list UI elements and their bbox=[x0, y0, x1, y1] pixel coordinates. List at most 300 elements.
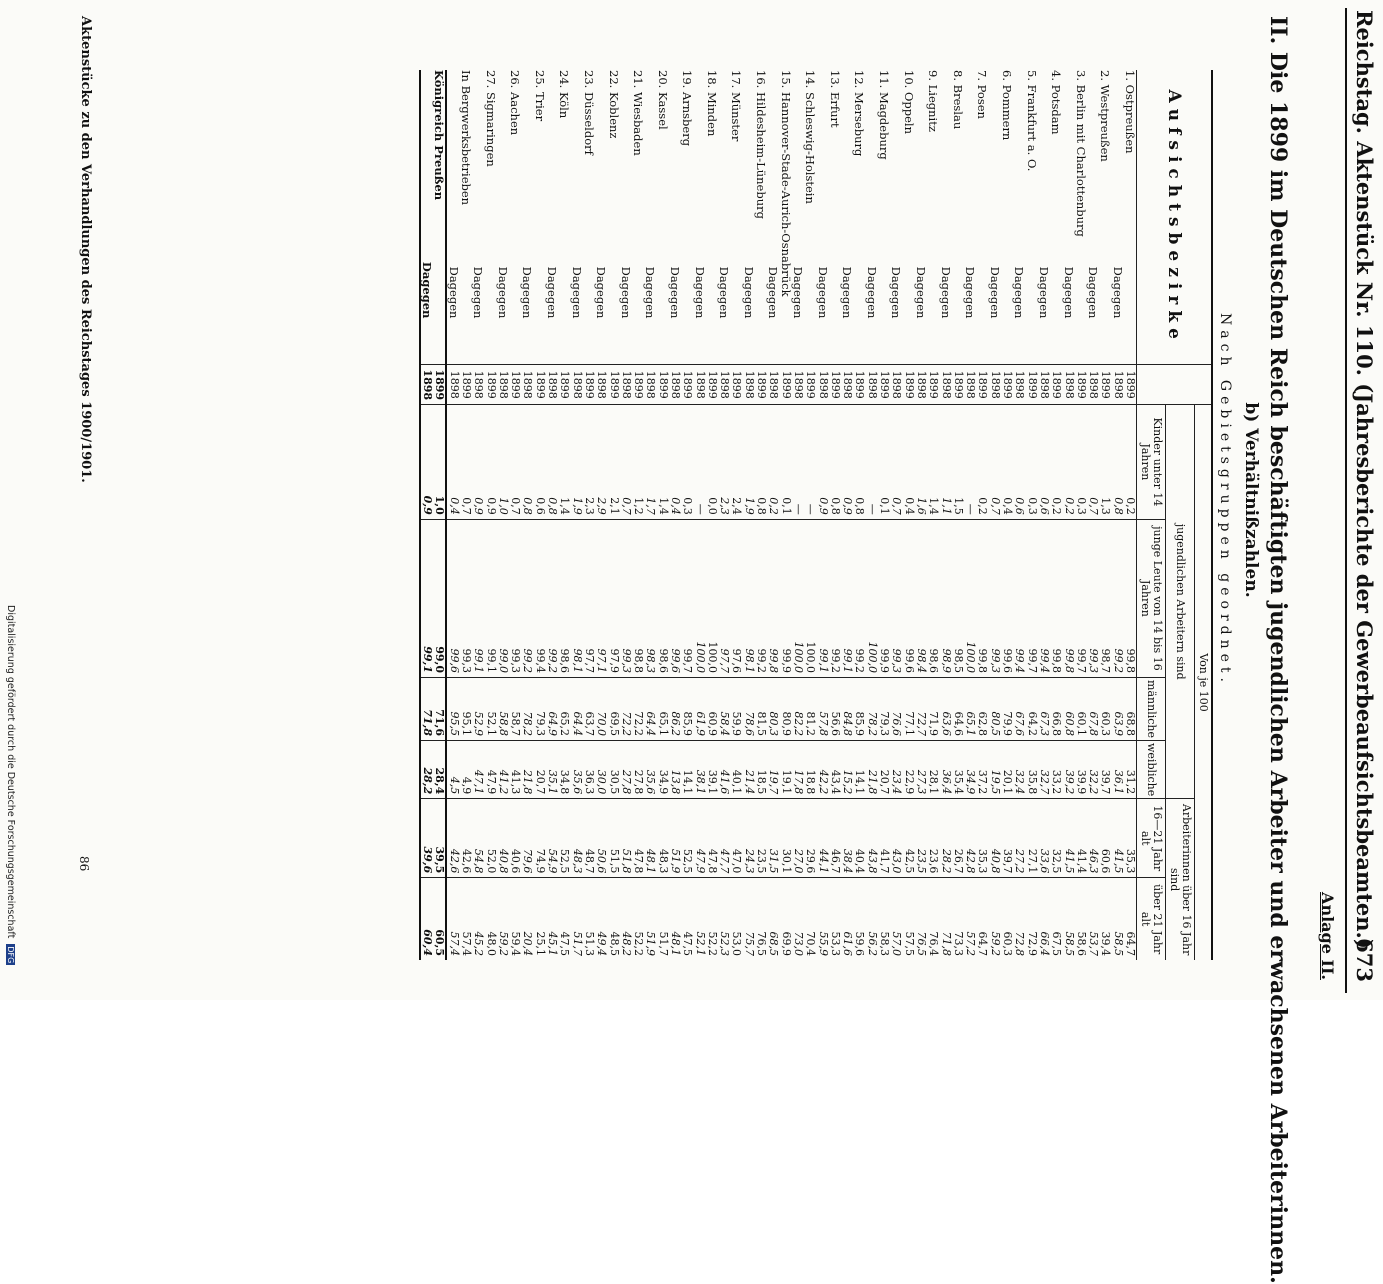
year-cell: 1898 bbox=[693, 365, 705, 405]
value-cell-g: 58,6 bbox=[1075, 878, 1087, 960]
dagegen-label: Dagegen bbox=[1061, 266, 1076, 319]
value-cell-g: 57,4 bbox=[460, 878, 472, 960]
leader-dots bbox=[841, 326, 853, 365]
year-cell: 1898 bbox=[472, 365, 484, 405]
district-name: Königreich Preußen bbox=[433, 70, 446, 326]
value-cell-e: 36,1 bbox=[1111, 741, 1123, 799]
value-cell-b: 99,2 bbox=[755, 519, 767, 677]
value-cell-f: 29,6 bbox=[804, 799, 816, 878]
col-header-ueber21: über 21 Jahr alt bbox=[1137, 878, 1166, 960]
value-cell-a: 1,0 bbox=[497, 405, 509, 520]
value-cell-c: 79,3 bbox=[533, 678, 545, 741]
value-cell-f: 39,7 bbox=[1001, 799, 1013, 878]
leader-dots bbox=[1099, 326, 1111, 365]
leader-dots bbox=[1062, 326, 1074, 365]
value-cell-b: 100,0 bbox=[804, 519, 816, 677]
value-cell-g: 56,2 bbox=[865, 878, 877, 960]
value-cell-c: 79,3 bbox=[878, 678, 890, 741]
value-cell-b: 99,7 bbox=[1025, 519, 1037, 677]
value-cell-e: 27,3 bbox=[915, 741, 927, 799]
year-cell: 1898 bbox=[988, 365, 1000, 405]
leader-dots bbox=[484, 326, 496, 365]
value-cell-b: 98,8 bbox=[632, 519, 644, 677]
value-cell-a: 0,4 bbox=[446, 405, 459, 520]
dagegen-label: Dagegen bbox=[594, 266, 609, 319]
value-cell-a: 0,9 bbox=[484, 405, 496, 520]
value-cell-e: 39,9 bbox=[1075, 741, 1087, 799]
value-cell-g: 72,9 bbox=[1025, 878, 1037, 960]
value-cell-a: 1,6 bbox=[915, 405, 927, 520]
value-cell-e: 27,8 bbox=[620, 741, 632, 799]
total-row bbox=[420, 70, 433, 960]
leader-dots bbox=[730, 326, 742, 365]
value-cell-a: 2,1 bbox=[607, 405, 619, 520]
value-cell-b: 98,3 bbox=[644, 519, 656, 677]
value-cell-e: 20,7 bbox=[533, 741, 545, 799]
dagegen-label: Dagegen bbox=[569, 266, 584, 319]
value-cell-e: 32,7 bbox=[1038, 741, 1050, 799]
leader-dots bbox=[853, 326, 865, 365]
value-cell-g: 51,3 bbox=[583, 878, 595, 960]
value-cell-a: — bbox=[964, 405, 976, 520]
value-cell-b: 99,6 bbox=[902, 519, 914, 677]
table-row bbox=[1062, 70, 1074, 960]
value-cell-e: 37,2 bbox=[976, 741, 988, 799]
leader-dots bbox=[1111, 326, 1123, 365]
value-cell-f: 41,5 bbox=[1062, 799, 1074, 878]
value-cell-a: 1,7 bbox=[644, 405, 656, 520]
leader-dots bbox=[644, 326, 656, 365]
value-cell-a: 1,4 bbox=[558, 405, 570, 520]
col-header-bezirke: Aufsichtsbezirke bbox=[1137, 70, 1213, 365]
year-cell: 1898 bbox=[644, 365, 656, 405]
value-cell-e: 14,1 bbox=[681, 741, 693, 799]
value-cell-f: 24,3 bbox=[743, 799, 755, 878]
value-cell-a: 1,4 bbox=[927, 405, 939, 520]
value-cell-b: 99,1 bbox=[484, 519, 496, 677]
value-cell-b: 99,2 bbox=[546, 519, 558, 677]
table-row bbox=[681, 70, 693, 960]
value-cell-g: 48,0 bbox=[484, 878, 496, 960]
value-cell-f: 28,2 bbox=[939, 799, 951, 878]
table-row bbox=[841, 70, 853, 960]
year-cell: 1899 bbox=[558, 365, 570, 405]
value-cell-f: 46,3 bbox=[1087, 799, 1099, 878]
leader-dots bbox=[718, 326, 730, 365]
value-cell-f: 40,6 bbox=[509, 799, 521, 878]
table-row bbox=[779, 70, 791, 960]
value-cell-b: 99,8 bbox=[767, 519, 779, 677]
value-cell-g: 73,3 bbox=[952, 878, 964, 960]
value-cell-f: 32,5 bbox=[1050, 799, 1062, 878]
value-cell-b: 100,0 bbox=[706, 519, 718, 677]
year-cell: 1898 bbox=[420, 365, 433, 405]
value-cell-e: 23,4 bbox=[890, 741, 902, 799]
value-cell-b: 99,4 bbox=[1013, 519, 1025, 677]
table-row bbox=[1038, 70, 1050, 960]
leader-dots bbox=[1075, 326, 1087, 365]
value-cell-e: 39,2 bbox=[1062, 741, 1074, 799]
value-cell-a: 1,9 bbox=[570, 405, 582, 520]
dagegen-label: Dagegen bbox=[938, 266, 953, 319]
value-cell-g: 51,9 bbox=[644, 878, 656, 960]
leader-dots bbox=[669, 326, 681, 365]
running-header: Reichstag. Aktenstück Nr. 110. (Jahresberichte der Gewerbeaufsichtsbeamten.) bbox=[1352, 10, 1377, 949]
value-cell-e: 20,7 bbox=[878, 741, 890, 799]
value-cell-g: 60,4 bbox=[420, 878, 433, 960]
year-cell: 1898 bbox=[1087, 365, 1099, 405]
value-cell-c: 63,6 bbox=[939, 678, 951, 741]
year-cell: 1899 bbox=[902, 365, 914, 405]
value-cell-c: 63,7 bbox=[583, 678, 595, 741]
leader-dots bbox=[865, 326, 877, 365]
value-cell-f: 42,5 bbox=[902, 799, 914, 878]
leader-dots bbox=[902, 326, 914, 365]
value-cell-b: 97,6 bbox=[730, 519, 742, 677]
value-cell-a: 1,1 bbox=[939, 405, 951, 520]
dagegen-label: Dagegen bbox=[668, 266, 683, 319]
value-cell-a: 0,7 bbox=[1087, 405, 1099, 520]
table-row bbox=[718, 70, 730, 960]
value-cell-a: 0,0 bbox=[706, 405, 718, 520]
value-cell-c: 57,8 bbox=[816, 678, 828, 741]
value-cell-c: 68,8 bbox=[1124, 678, 1137, 741]
table-row bbox=[927, 70, 939, 960]
leader-dots bbox=[433, 326, 446, 365]
value-cell-b: 99,3 bbox=[620, 519, 632, 677]
value-cell-g: 72,8 bbox=[1013, 878, 1025, 960]
year-cell: 1899 bbox=[755, 365, 767, 405]
leader-dots bbox=[583, 326, 595, 365]
value-cell-f: 38,4 bbox=[841, 799, 853, 878]
value-cell-f: 48,7 bbox=[583, 799, 595, 878]
value-cell-g: 53,3 bbox=[829, 878, 841, 960]
value-cell-c: 72,2 bbox=[632, 678, 644, 741]
leader-dots bbox=[988, 326, 1000, 365]
leader-dots bbox=[509, 326, 521, 365]
table-row bbox=[669, 70, 681, 960]
year-cell: 1898 bbox=[964, 365, 976, 405]
value-cell-b: 99,8 bbox=[976, 519, 988, 677]
year-cell: 1898 bbox=[546, 365, 558, 405]
value-cell-g: 47,5 bbox=[681, 878, 693, 960]
leader-dots bbox=[681, 326, 693, 365]
value-cell-a: 0,8 bbox=[829, 405, 841, 520]
value-cell-e: 33,2 bbox=[1050, 741, 1062, 799]
dagegen-label: Dagegen bbox=[692, 266, 707, 319]
year-cell: 1898 bbox=[620, 365, 632, 405]
table-row bbox=[767, 70, 779, 960]
value-cell-e: 18,8 bbox=[804, 741, 816, 799]
value-cell-g: 48,2 bbox=[620, 878, 632, 960]
table-row bbox=[743, 70, 755, 960]
value-cell-b: 99,7 bbox=[1075, 519, 1087, 677]
value-cell-f: 35,3 bbox=[976, 799, 988, 878]
value-cell-g: 68,5 bbox=[767, 878, 779, 960]
table-row bbox=[620, 70, 632, 960]
subtitle: b) Verhältnißzahlen. bbox=[1241, 402, 1261, 598]
value-cell-e: 13,8 bbox=[669, 741, 681, 799]
value-cell-c: 78,2 bbox=[521, 678, 533, 741]
leader-dots bbox=[533, 326, 545, 365]
value-cell-g: 75,7 bbox=[743, 878, 755, 960]
year-cell: 1898 bbox=[718, 365, 730, 405]
value-cell-a: 0,6 bbox=[1038, 405, 1050, 520]
dagegen-label: Dagegen bbox=[717, 266, 732, 319]
table-row bbox=[792, 70, 804, 960]
value-cell-c: 71,6 bbox=[433, 678, 446, 741]
value-cell-c: 58,8 bbox=[497, 678, 509, 741]
value-cell-g: 45,1 bbox=[546, 878, 558, 960]
value-cell-a: 0,6 bbox=[533, 405, 545, 520]
leader-dots bbox=[878, 326, 890, 365]
value-cell-c: 67,6 bbox=[1013, 678, 1025, 741]
value-cell-f: 51,5 bbox=[607, 799, 619, 878]
value-cell-e: 34,9 bbox=[964, 741, 976, 799]
leader-dots bbox=[570, 326, 582, 365]
table-row bbox=[472, 70, 484, 960]
dagegen-label: Dagegen bbox=[815, 266, 830, 319]
value-cell-e: 38,1 bbox=[693, 741, 705, 799]
value-cell-f: 48,1 bbox=[644, 799, 656, 878]
value-cell-g: 60,5 bbox=[433, 878, 446, 960]
value-cell-c: 79,9 bbox=[1001, 678, 1013, 741]
value-cell-a: 0,9 bbox=[816, 405, 828, 520]
year-cell: 1899 bbox=[460, 365, 472, 405]
value-cell-a: 0,1 bbox=[779, 405, 791, 520]
district-name: 18. Minden bbox=[704, 70, 719, 137]
leader-dots bbox=[767, 326, 779, 365]
value-cell-g: 58,5 bbox=[1111, 878, 1123, 960]
value-cell-g: 60,3 bbox=[1001, 878, 1013, 960]
value-cell-a: 2,3 bbox=[583, 405, 595, 520]
col-header-junge: junge Leute von 14 bis 16 Jahren bbox=[1137, 519, 1166, 677]
year-cell: 1899 bbox=[976, 365, 988, 405]
value-cell-e: 34,8 bbox=[558, 741, 570, 799]
value-cell-f: 44,1 bbox=[816, 799, 828, 878]
value-cell-e: 28,4 bbox=[433, 741, 446, 799]
value-cell-b: 99,2 bbox=[829, 519, 841, 677]
year-cell: 1898 bbox=[1038, 365, 1050, 405]
value-cell-f: 26,7 bbox=[952, 799, 964, 878]
value-cell-b: 100,0 bbox=[865, 519, 877, 677]
value-cell-e: 30,5 bbox=[607, 741, 619, 799]
year-cell: 1899 bbox=[927, 365, 939, 405]
value-cell-g: 45,2 bbox=[472, 878, 484, 960]
digitization-credit-text: Digitalisierung gefördert durch die Deutsche Forschungsgemeinschaft bbox=[5, 605, 16, 939]
value-cell-g: 51,7 bbox=[570, 878, 582, 960]
value-cell-f: 47,8 bbox=[632, 799, 644, 878]
value-cell-e: 47,1 bbox=[472, 741, 484, 799]
digitization-credit bbox=[2, 605, 16, 995]
value-cell-b: 98,5 bbox=[952, 519, 964, 677]
value-cell-c: 80,9 bbox=[779, 678, 791, 741]
leader-dots bbox=[779, 326, 791, 365]
value-cell-a: 2,4 bbox=[730, 405, 742, 520]
value-cell-a: 0,9 bbox=[841, 405, 853, 520]
value-cell-c: 67,3 bbox=[1038, 678, 1050, 741]
value-cell-b: 99,4 bbox=[533, 519, 545, 677]
district-name: 6. Pommern bbox=[1000, 70, 1015, 141]
value-cell-b: 97,9 bbox=[607, 519, 619, 677]
table-row bbox=[509, 70, 521, 960]
value-cell-g: 57,2 bbox=[964, 878, 976, 960]
value-cell-b: 99,3 bbox=[988, 519, 1000, 677]
table-row bbox=[656, 70, 668, 960]
value-cell-e: 41,3 bbox=[509, 741, 521, 799]
total-row bbox=[433, 70, 446, 960]
value-cell-b: 99,3 bbox=[509, 519, 521, 677]
district-name: 9. Liegnitz bbox=[926, 70, 941, 132]
table-row bbox=[988, 70, 1000, 960]
district-name: 15. Hannover-Stade-Aurich-Osnabrück bbox=[778, 70, 793, 297]
value-cell-g: 55,9 bbox=[816, 878, 828, 960]
value-cell-a: 0,7 bbox=[890, 405, 902, 520]
value-cell-b: 99,0 bbox=[497, 519, 509, 677]
table-row bbox=[890, 70, 902, 960]
value-cell-f: 48,3 bbox=[570, 799, 582, 878]
leader-dots bbox=[816, 326, 828, 365]
district-name: 20. Kassel bbox=[655, 70, 670, 130]
district-name: 2. Westpreußen bbox=[1098, 70, 1113, 162]
leader-dots bbox=[521, 326, 533, 365]
table-body bbox=[420, 70, 1137, 960]
table-row bbox=[878, 70, 890, 960]
value-cell-e: 40,1 bbox=[730, 741, 742, 799]
year-cell: 1898 bbox=[939, 365, 951, 405]
leader-dots bbox=[607, 326, 619, 365]
value-cell-b: 98,6 bbox=[558, 519, 570, 677]
leader-dots bbox=[460, 326, 472, 365]
district-name: 11. Magdeburg bbox=[877, 70, 892, 160]
value-cell-c: 80,5 bbox=[988, 678, 1000, 741]
value-cell-e: 30,0 bbox=[595, 741, 607, 799]
leader-dots bbox=[927, 326, 939, 365]
table-row bbox=[497, 70, 509, 960]
value-cell-c: 65,2 bbox=[558, 678, 570, 741]
district-name: 10. Oppeln bbox=[901, 70, 916, 134]
value-cell-f: 23,6 bbox=[927, 799, 939, 878]
value-cell-f: 42,6 bbox=[460, 799, 472, 878]
dagegen-label: Dagegen bbox=[495, 266, 510, 319]
value-cell-a: 0,2 bbox=[1062, 405, 1074, 520]
dagegen-label: Dagegen bbox=[520, 266, 535, 319]
value-cell-b: 99,3 bbox=[460, 519, 472, 677]
value-cell-c: 56,6 bbox=[829, 678, 841, 741]
value-cell-f: 40,8 bbox=[497, 799, 509, 878]
value-cell-a: 0,4 bbox=[669, 405, 681, 520]
table-row bbox=[1087, 70, 1099, 960]
value-cell-f: 52,5 bbox=[558, 799, 570, 878]
table-row bbox=[583, 70, 595, 960]
year-cell: 1899 bbox=[779, 365, 791, 405]
value-cell-a: — bbox=[792, 405, 804, 520]
value-cell-f: 52,5 bbox=[681, 799, 693, 878]
value-cell-e: 31,2 bbox=[1124, 741, 1137, 799]
value-cell-a: 0,8 bbox=[853, 405, 865, 520]
value-cell-a: 0,7 bbox=[620, 405, 632, 520]
year-cell: 1898 bbox=[890, 365, 902, 405]
value-cell-g: 76,5 bbox=[915, 878, 927, 960]
value-cell-e: 35,6 bbox=[644, 741, 656, 799]
value-cell-a: — bbox=[693, 405, 705, 520]
value-cell-e: 4,9 bbox=[460, 741, 472, 799]
col-header-von-je: Von je 100 bbox=[1195, 405, 1213, 960]
table-row bbox=[546, 70, 558, 960]
col-header-weiblich: weibliche bbox=[1137, 741, 1166, 799]
value-cell-g: 59,2 bbox=[988, 878, 1000, 960]
value-cell-e: 28,1 bbox=[927, 741, 939, 799]
value-cell-b: 98,4 bbox=[915, 519, 927, 677]
leader-dots bbox=[1038, 326, 1050, 365]
value-cell-g: 53,0 bbox=[730, 878, 742, 960]
value-cell-c: 63,9 bbox=[1111, 678, 1123, 741]
table-row bbox=[607, 70, 619, 960]
value-cell-b: 99,1 bbox=[816, 519, 828, 677]
leader-dots bbox=[1001, 326, 1013, 365]
leader-dots bbox=[558, 326, 570, 365]
leader-dots bbox=[1025, 326, 1037, 365]
district-name: 3. Berlin mit Charlottenburg bbox=[1073, 70, 1088, 237]
value-cell-e: 36,4 bbox=[939, 741, 951, 799]
value-cell-b: 100,0 bbox=[792, 519, 804, 677]
table-row bbox=[1013, 70, 1025, 960]
leader-dots bbox=[792, 326, 804, 365]
value-cell-c: 64,4 bbox=[570, 678, 582, 741]
district-name: 27. Sigmaringen bbox=[483, 70, 498, 167]
value-cell-b: 97,1 bbox=[595, 519, 607, 677]
year-cell: 1899 bbox=[878, 365, 890, 405]
value-cell-g: 59,6 bbox=[853, 878, 865, 960]
year-cell: 1899 bbox=[804, 365, 816, 405]
value-cell-b: 99,1 bbox=[472, 519, 484, 677]
value-cell-g: 49,4 bbox=[595, 878, 607, 960]
footer-note: Aktenstücke zu den Verhandlungen des Reichstages 1900/1901. bbox=[78, 16, 93, 483]
col-header-arbeiterinnen: Arbeiterinnen über 16 Jahr sind bbox=[1166, 799, 1195, 960]
year-cell: 1899 bbox=[1001, 365, 1013, 405]
dagegen-label: Dagegen bbox=[618, 266, 633, 319]
value-cell-c: 52,9 bbox=[472, 678, 484, 741]
value-cell-c: 64,4 bbox=[644, 678, 656, 741]
table-row bbox=[595, 70, 607, 960]
value-cell-f: 51,8 bbox=[620, 799, 632, 878]
value-cell-f: 48,3 bbox=[656, 799, 668, 878]
value-cell-b: 97,7 bbox=[583, 519, 595, 677]
year-cell: 1899 bbox=[1099, 365, 1111, 405]
value-cell-g: 52,1 bbox=[693, 878, 705, 960]
year-cell: 1899 bbox=[952, 365, 964, 405]
table-row bbox=[939, 70, 951, 960]
value-cell-a: 0,2 bbox=[976, 405, 988, 520]
table-row bbox=[755, 70, 767, 960]
value-cell-a: 0,3 bbox=[1025, 405, 1037, 520]
district-name: 8. Breslau bbox=[950, 70, 965, 130]
year-cell: 1898 bbox=[446, 365, 459, 405]
table-row bbox=[952, 70, 964, 960]
value-cell-c: 52,1 bbox=[484, 678, 496, 741]
value-cell-g: 39,4 bbox=[1099, 878, 1111, 960]
leader-dots bbox=[915, 326, 927, 365]
dagegen-label: Dagegen bbox=[643, 266, 658, 319]
value-cell-b: 98,6 bbox=[656, 519, 668, 677]
subtitle-ordering: Nach Gebietsgruppen geordnet. bbox=[1217, 313, 1233, 687]
value-cell-g: 57,5 bbox=[902, 878, 914, 960]
year-cell: 1899 bbox=[607, 365, 619, 405]
value-cell-c: 61,9 bbox=[693, 678, 705, 741]
value-cell-c: 60,9 bbox=[706, 678, 718, 741]
value-cell-g: 76,4 bbox=[927, 878, 939, 960]
value-cell-b: 99,8 bbox=[1062, 519, 1074, 677]
